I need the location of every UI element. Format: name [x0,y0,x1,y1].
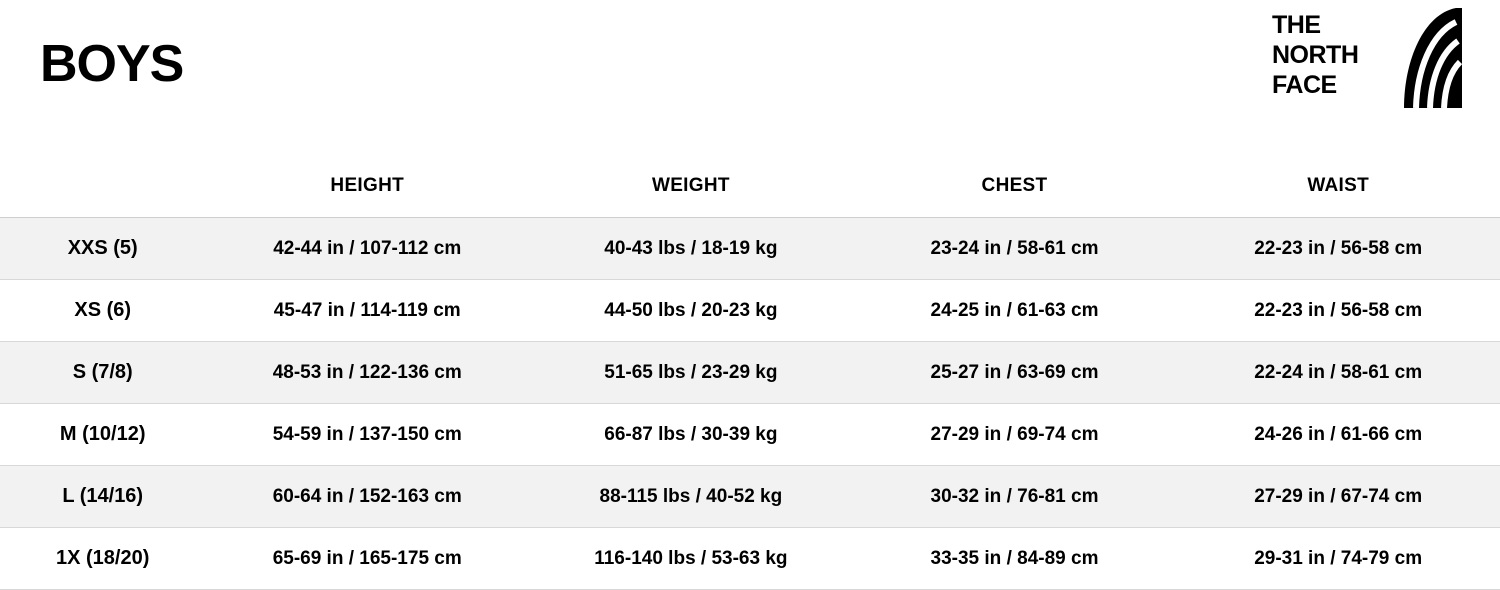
table-header-row [0,155,1500,218]
brand-wordmark-line-1: THE [1272,11,1321,39]
row-chest-value: 27-29 in / 69-74 cm [853,404,1177,466]
north-face-half-dome-icon [1400,8,1462,108]
row-height-value: 45-47 in / 114-119 cm [205,280,529,342]
row-chest-value: 25-27 in / 63-69 cm [853,342,1177,404]
row-chest-value: 23-24 in / 58-61 cm [853,218,1177,280]
brand-wordmark-line-3: FACE [1272,71,1337,99]
column-header-weight: WEIGHT [529,155,853,218]
column-header-height: HEIGHT [205,155,529,218]
row-height-value: 48-53 in / 122-136 cm [205,342,529,404]
brand-wordmark-line-2: NORTH [1272,41,1359,69]
page-title: BOYS [40,35,184,93]
row-waist-value: 29-31 in / 74-79 cm [1176,528,1500,590]
row-size-label: S (7/8) [0,342,205,404]
brand-wordmark [1272,10,1400,100]
row-weight-value: 44-50 lbs / 20-23 kg [529,280,853,342]
table-row [0,404,1500,466]
row-weight-value: 116-140 lbs / 53-63 kg [529,528,853,590]
row-size-label: M (10/12) [0,404,205,466]
row-height-value: 42-44 in / 107-112 cm [205,218,529,280]
row-weight-value: 40-43 lbs / 18-19 kg [529,218,853,280]
brand-logo [1272,8,1462,113]
column-header-chest: CHEST [853,155,1177,218]
table-row [0,280,1500,342]
row-chest-value: 33-35 in / 84-89 cm [853,528,1177,590]
table-row [0,466,1500,528]
column-header-waist: WAIST [1176,155,1500,218]
row-waist-value: 24-26 in / 61-66 cm [1176,404,1500,466]
row-waist-value: 27-29 in / 67-74 cm [1176,466,1500,528]
row-height-value: 60-64 in / 152-163 cm [205,466,529,528]
row-waist-value: 22-23 in / 56-58 cm [1176,280,1500,342]
row-weight-value: 66-87 lbs / 30-39 kg [529,404,853,466]
size-chart-table [0,155,1500,590]
column-header-size [0,155,205,218]
row-size-label: L (14/16) [0,466,205,528]
row-weight-value: 88-115 lbs / 40-52 kg [529,466,853,528]
page-header [0,0,1500,155]
table-row [0,528,1500,590]
row-waist-value: 22-23 in / 56-58 cm [1176,218,1500,280]
table-body [0,218,1500,590]
row-height-value: 65-69 in / 165-175 cm [205,528,529,590]
row-size-label: XXS (5) [0,218,205,280]
row-size-label: 1X (18/20) [0,528,205,590]
row-size-label: XS (6) [0,280,205,342]
table-row [0,342,1500,404]
row-weight-value: 51-65 lbs / 23-29 kg [529,342,853,404]
row-height-value: 54-59 in / 137-150 cm [205,404,529,466]
table-header [0,155,1500,218]
table-row [0,218,1500,280]
row-chest-value: 24-25 in / 61-63 cm [853,280,1177,342]
row-waist-value: 22-24 in / 58-61 cm [1176,342,1500,404]
row-chest-value: 30-32 in / 76-81 cm [853,466,1177,528]
